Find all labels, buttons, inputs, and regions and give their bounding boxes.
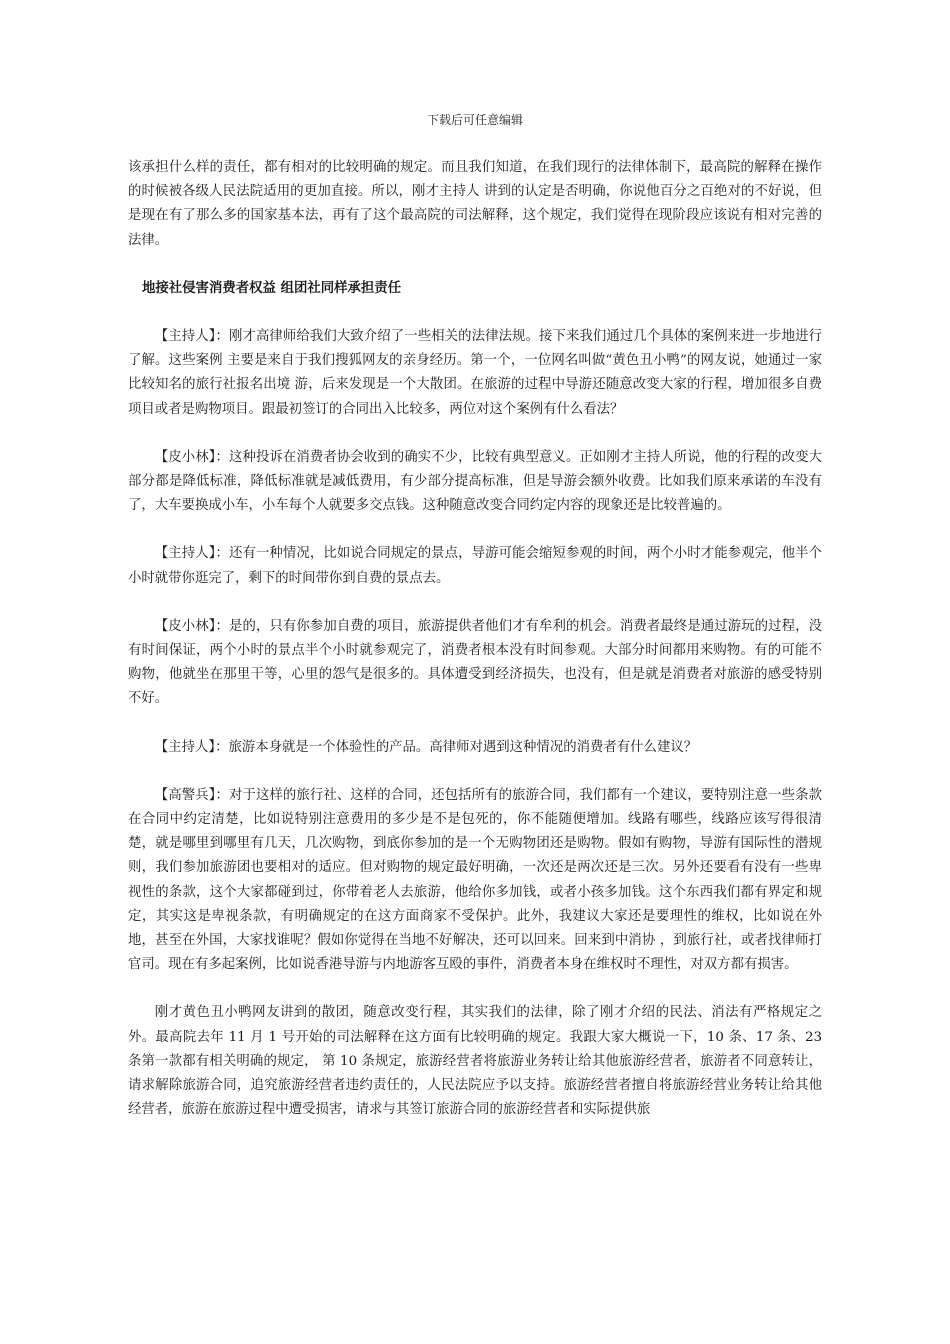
dialogue-paragraph [128,736,822,760]
dialogue-text: ：还有一种情况，比如说合同规定的景点，导游可能会缩短参观的时间，两个小时才能参观完，他半个小时就带你逛完了，剩下的时间带你到自费的景点去。 [128,546,822,586]
dialogue-paragraph [128,325,822,422]
dialogue-text: ：是的，只有你参加自费的项目，旅游提供者他们才有牟利的机会。消费者最终是通过游玩的过程，没有时间保证，两个小时的景点半个小时就参观完了，消费者根本没有时间参观。大部分时间都用来购物。有的可能不购物，他就坐在那里干等，心里的怨气是很多的。具体遭受到经济损失，也没有，但是就是消费者对旅游的感受特别不好。 [128,618,822,707]
section-title: 地接社侵害消费者权益 组团社同样承担责任 [142,280,402,296]
paragraph-intro: 该承担什么样的责任，都有相对的比较明确的规定。而且我们知道，在我们现行的法律体制下，最高院的解释在操作的时候被各级人民法院适用的更加直接。所以，刚才主持人 讲到的认定是否明确，你说他百分之百绝对的不好说，但是现在有了那么多的国家基本法，再有了这个最高院的司法解释，这个规定，我们觉得在现阶段应该说有相对完善的法律。 [128,160,822,248]
dialogue-text: ：对于这样的旅行社、这样的合同，还包括所有的旅游合同，我们都有一个建议，要特别注意一些条款在合同中约定清楚，比如说特别注意费用的多少是不是包死的，你不能随便增加。线路有哪些，线路应该写得很清楚，就是哪里到哪里有几天，几次购物，到底你参加的是一个无购物团还是购物。假如有购物，导游有国际性的潜规则，我们参加旅游团也要相对的适应。但对购物的规定最好明确，一次还是两次还是三次。另外还要看有没有一些卑视性的条款，这个大家都碰到过，你带着老人去旅游，他给你多加钱，或者小孩多加钱。这个东西我们都有界定和规定，其实这是卑视条款，有明确规定的在这方面商家不受保护。此外，我建议大家还是要理性的维权，比如说在外地，甚至在外国，大家找谁呢？假如你觉得在当地不好解决，还可以回来。回来到中消协 ，到旅行社，或者找律师打官司。现在有多起案例，比如说香港导游与内地游客互殴的事件，消费者本身在维权时不理性，对双方都有损害。 [128,787,822,973]
speaker-label: 【主持人】 [154,739,216,755]
dialogue-text: ：刚才高律师给我们大致介绍了一些相关的法律法规。接下来我们通过几个具体的案例来进一步地进行了解。这些案例 主要是来自于我们搜狐网友的亲身经历。第一个，一位网名叫做“黄色丑小鸭”的网友说，她通过一家比较知名的旅行社报名出境 游，后来发现是一个大散团。在旅游的过程中导游还随意改变大家的行程，增加很多自费项目或者是购物项目。跟最初签订的合同出入比较多，两位对这个案例有什么看法？ [128,329,822,417]
speaker-label: 【主持人】 [154,546,216,562]
speaker-label: 【皮小林】 [154,449,216,465]
dialogue-paragraph [128,615,822,712]
dialogue-paragraph [128,446,822,519]
dialogue-text: 刚才黄色丑小鸭网友讲到的散团，随意改变行程，其实我们的法律，除了刚才介绍的民法、消法有严格规定之外。最高院去年 11 月 1 号开始的司法解释在这方面有比较明确的规定。我跟大家大概说一下，10 条、17 条、23 条第一款都有相关明确的规定， 第 10 条规定，旅游经营者将旅游业务转让给其他旅游经营者，旅游者不同意转让，请求解除旅游合同，追究旅游经营者违约责任的，人民法院应予以支持。旅游经营者擅自将旅游经营业务转让给其他经营者，旅游在旅游过程中遭受损害，请求与其签订旅游合同的旅游经营者和实际提供旅 [128,1005,822,1118]
speaker-label: 【高警兵】 [154,787,216,803]
dialogue-paragraph [128,542,822,590]
dialogue-text: ：旅游本身就是一个体验性的产品。高律师对遇到这种情况的消费者有什么建议？ [215,739,698,755]
speaker-label: 【主持人】 [154,329,216,345]
dialogue-text: ：这种投诉在消费者协会收到的确实不少，比较有典型意义。正如刚才主持人所说，他的行程的改变大部分都是降低标准，降低标准就是减低费用，有少部分提高标准，但是导游会额外收费。比如我们原来承诺的车没有了，大车要换成小车，小车每个人就要多交点钱。这种随意改变合同约定内容的现象还是比较普遍的。 [128,449,822,514]
dialogue-paragraph [128,784,822,978]
page-header: 下载后可任意编辑 [426,113,523,127]
dialogue-paragraph [128,1001,822,1122]
document-body [128,156,822,1147]
speaker-label: 【皮小林】 [154,618,216,634]
